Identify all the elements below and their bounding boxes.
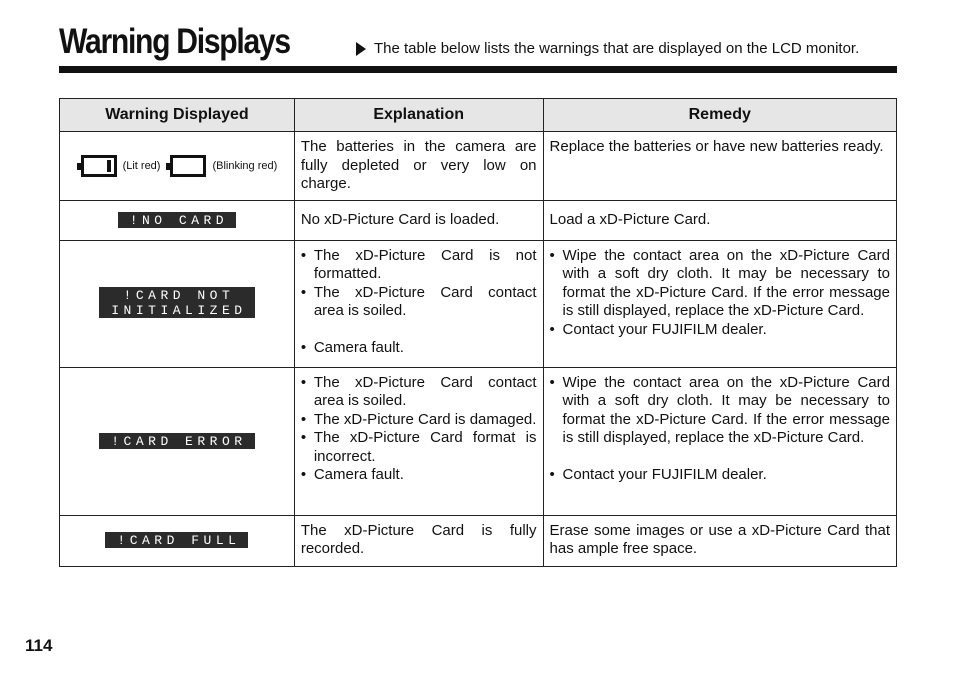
card-full-remedy: Erase some images or use a xD-Picture Card that has ample free space. [543,515,896,566]
battery-explanation: The batteries in the camera are fully depleted or very low on charge. [294,132,543,201]
list-item: • The xD-Picture Card format is incorrect. [301,429,537,466]
spacer [301,321,537,340]
header-remedy: Remedy [543,99,896,132]
battery-empty-icon [170,155,206,177]
table-row [60,515,897,566]
battery-low-icon [81,155,117,177]
card-full-explanation: The xD-Picture Card is fully recorded. [294,515,543,566]
list-item: • The xD-Picture Card contact area is soiled. [301,374,537,411]
list-item: • Wipe the contact area on the xD-Picture Card with a soft dry cloth. It may be necessary to format the xD-Picture Card. If the error message is still displayed, replace the xD-Picture Card. [550,374,890,448]
list-item: • The xD-Picture Card contact area is soiled. [301,284,537,321]
header-explanation: Explanation [294,99,543,132]
battery-lit-label: (Lit red) [122,159,161,172]
intro-note [356,40,859,57]
no-card-remedy: Load a xD-Picture Card. [543,200,896,240]
triangle-arrow-icon [356,42,366,56]
not-initialized-remedy [543,240,896,367]
table-header-row [60,99,897,132]
lcd-card-not-initialized: !CARD NOT INITIALIZED [99,287,254,318]
table-row [60,240,897,367]
battery-blink-label: (Blinking red) [212,159,278,172]
list-item: • Camera fault. [301,339,537,358]
card-error-explanation [294,367,543,515]
card-full-cell [60,515,295,566]
intro-text: The table below lists the warnings that are displayed on the LCD monitor. [374,40,860,57]
list-item: • The xD-Picture Card is damaged. [301,411,537,430]
warnings-table [59,98,897,567]
table-row [60,200,897,240]
card-error-cell [60,367,295,515]
lcd-card-error: !CARD ERROR [99,433,254,449]
list-item: • The xD-Picture Card is not formatted. [301,247,537,284]
no-card-cell [60,200,295,240]
lcd-card-full: !CARD FULL [105,532,248,548]
table-row [60,367,897,515]
not-initialized-cell [60,240,295,367]
lcd-no-card: !NO CARD [118,212,236,228]
no-card-explanation: No xD-Picture Card is loaded. [294,200,543,240]
title-rule [59,66,897,73]
list-item: • Contact your FUJIFILM dealer. [550,321,890,340]
table-row [60,132,897,201]
not-initialized-explanation [294,240,543,367]
battery-warning-cell [60,132,295,201]
list-item: • Wipe the contact area on the xD-Picture Card with a soft dry cloth. It may be necessary to format the xD-Picture Card. If the error message is still displayed, replace the xD-Picture Card. [550,247,890,321]
list-item: • Contact your FUJIFILM dealer. [550,466,890,485]
list-item: • Camera fault. [301,466,537,485]
page-number: 114 [25,636,53,655]
header-warning-displayed: Warning Displayed [60,99,295,132]
spacer [550,448,890,467]
battery-remedy: Replace the batteries or have new batteries ready. [543,132,896,201]
page-title: Warning Displays [59,22,290,61]
card-error-remedy [543,367,896,515]
